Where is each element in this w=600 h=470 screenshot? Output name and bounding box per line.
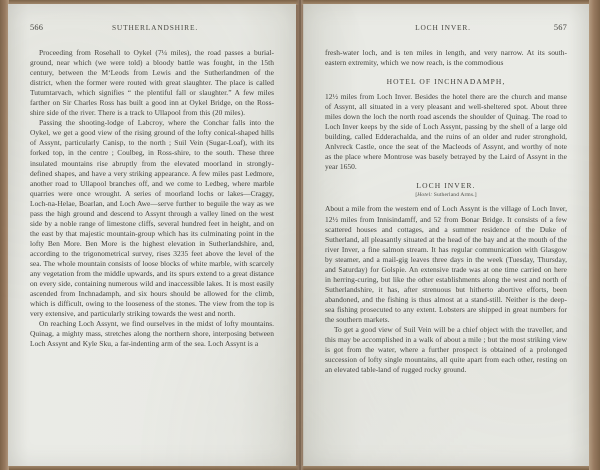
paragraph: 12½ miles from Loch Inver. Besides the hotel there are the church and manse of Assynt, all situated in a very pleasant and well-sheltered spot. About three miles down the loch the north road ascends the shoulder of Quinag. The road to Loch Inver keeps by the side of Loch Assynt, passing by the shell of a large old building, called Edderachalda, and the ruins of an older and ruder stronghold, Anlvreck Castle, once the seat of the Macleods of Assynt, and worthy of note as the place where Montrose was basely betrayed by the Laird of Assynt in the year 1650. [325, 92, 567, 172]
book-gutter [296, 0, 304, 470]
left-page [8, 4, 296, 466]
right-page-head-title: LOCH INVER. [415, 23, 471, 32]
hotel-note-close-bracket: ] [474, 192, 477, 199]
left-page-folio: 566 [30, 23, 44, 32]
right-page-running-head [325, 23, 567, 37]
hotel-note [325, 192, 567, 198]
hotel-note-open-bracket: [ [415, 192, 418, 199]
scan-edge-right [589, 0, 600, 470]
left-page-running-head [30, 23, 274, 37]
paragraph: About a mile from the western end of Loch Assynt is the village of Loch Inver, 12½ miles from Innisindamff, and 52 from Bonar Bridge. It consists of a few scattered houses and cottages, and a summer residence of the Duke of Sutherland, all pleasantly situated at the head of the bay and at the mouth of the river Inver, a fine salmon stream. It has regular communication with Glasgow by steamer, and a mail-gig leaves three days in the week (Tuesday, Thursday, and Saturday) for Golspie. An extensive trade was at one time carried on here in herring-curing, but like the other establishments along the west and north of Sutherlandshire, it has, after strenuous but hitherto abortive efforts, been abandoned, and the fishing is thus almost at a stand-still. Neither is the deep-sea fishing prosecuted to any extent. Lobsters are shipped in great numbers for the southern markets. [325, 204, 567, 324]
paragraph: To get a good view of Suil Vein will be a chief object with the traveller, and this may be accomplished in a walk of about a mile ; but the most striking view is got from the water, where a further prospect is obtained of a prolonged succession of lofty single mountains, all quite apart from each other, resting on an elevated table-land of rugged rocky ground. [325, 325, 567, 375]
section-heading-hotel-of-inchnadamph: HOTEL OF INCHNADAMPH, [386, 77, 506, 87]
section-heading-loch-inver: LOCH INVER. [416, 181, 476, 191]
paragraph: Proceeding from Rosehall to Oykel (7¼ miles), the road passes a burial-ground, near which (we were told) a bloody battle was fought, in the 15th century, between the M‘Leods from Lewis and the Sutherlandmen of the district, when the former were routed with great slaughter. The place is called Tutumtarvach, which signifies “ the plentiful fall or slaughter.” A few miles farther on Sir Charles Ross has built a good inn at Oykel Bridge, on the Ross-shire side of the river. There is a track to Ullapool from this (20 miles). [30, 48, 274, 118]
hotel-note-value: Sutherland Arms. [432, 192, 475, 199]
paragraph-continued: fresh-water loch, and is ten miles in length, and very narrow. At its south-eastern extremity, which we now reach, is the commodious [325, 48, 567, 68]
paragraph: On reaching Loch Assynt, we find ourselves in the midst of lofty mountains. Quinag, a mighty mass, stretches along the northern shore, interposing between Loch Assynt and Kyle Sku, a far-indenting arm of the sea. Loch Assynt is a [30, 319, 274, 349]
right-page-folio: 567 [553, 23, 567, 32]
paragraph: Passing the shooting-lodge of Labcroy, where the Conchar falls into the Oykel, we get a good view of the rising ground of the lofty conical-shaped hills of Assynt, particularly Canisp, to the north ; Suil Vein (Sugar-Loaf), with its forked top, in the centre ; Coulbeg, in Ross-shire, to the south. These three insulated mountains rise abruptly from the elevated moorland in strongly-defined shapes, and have a very striking appearance. A few miles past Ledmore, another road to Ullapool branches off, and we come to Ledbeg, where marble quarries were once wrought. A series of moorland lochs or lakes—Craggy, Loch-na-Helae, Boarlan, and Loch Awe—serve further to beguile the way as we pass the high ground and descend to Assynt through a valley lined on the west side by a noble range of limestone cliffs, several hundred feet in height, and on the east by that majestic mountain-group which has its culminating point in the lofty Ben More. Ben More is the highest elevation in Sutherlandshire, and, according to the trigonometrical survey, rises 3235 feet above the level of the sea. The whole mountain consists of loose blocks of white marble, with scarcely any vegetation from the middle upwards, and its spurs extend to a great distance on every side, containing numerous wild and inaccessible lakes. It is most easily ascended from Inchnadamph, and six hours should be allowed for the climb, which is difficult, owing to the looseness of the stones. The view from the top is very extensive, and particularly striking towards the west and north. [30, 118, 274, 319]
left-page-head-title: SUTHERLANDSHIRE. [111, 23, 199, 32]
right-page [303, 4, 589, 466]
hotel-note-label: Hotel: [417, 192, 433, 199]
